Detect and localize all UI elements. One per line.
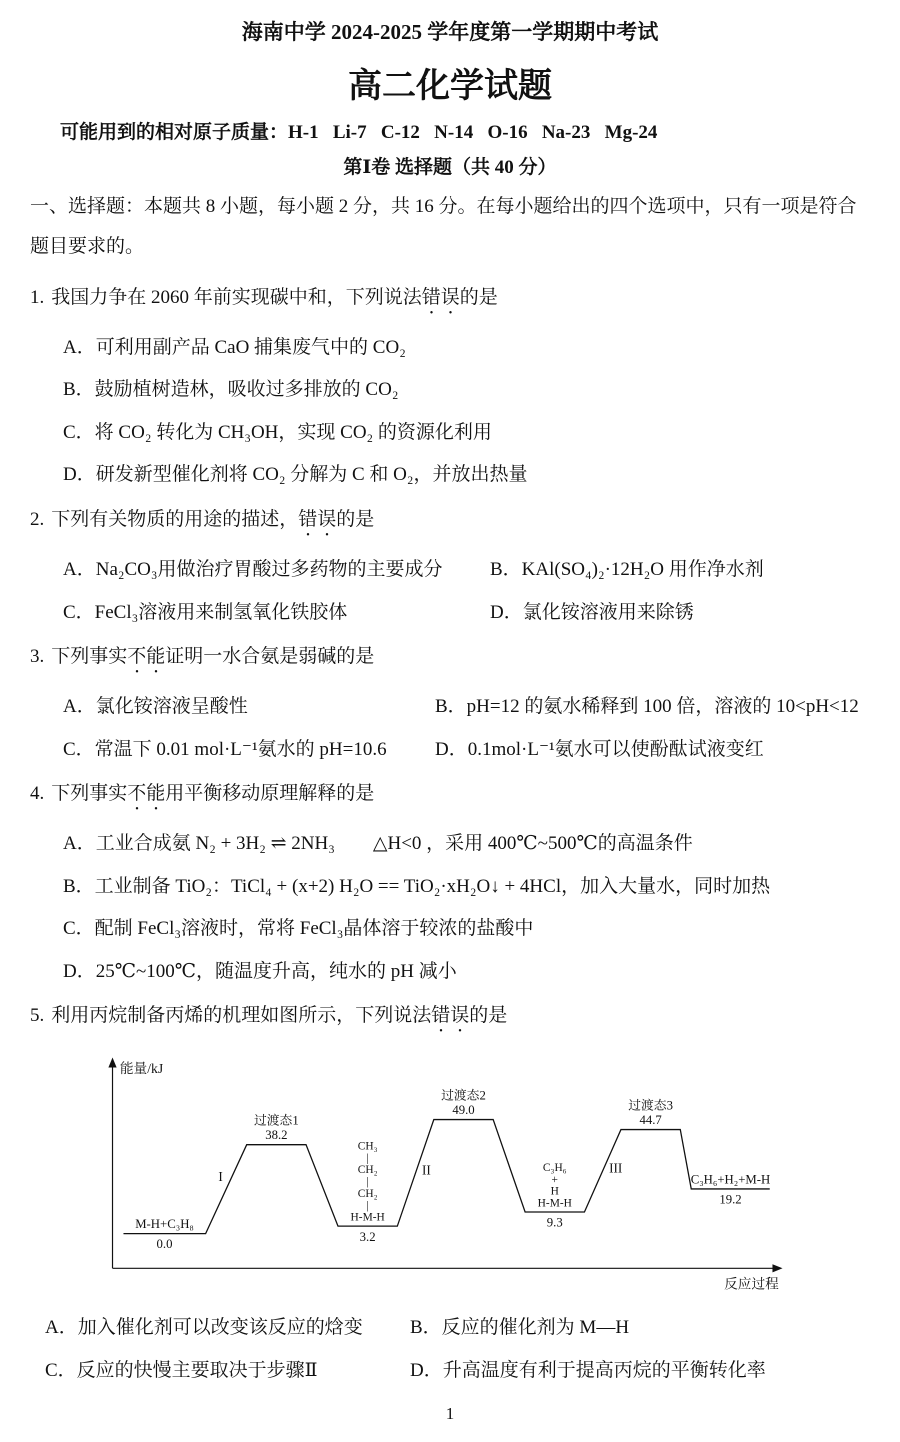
question-5-option-b: B．反应的催化剂为 M—H: [410, 1317, 630, 1339]
stem-text: 的是: [469, 1005, 508, 1027]
question-2: [30, 504, 870, 626]
atomic-mass-line: 可能用到的相对原子质量：H-1 Li-7 C-12 N-14 O-16 Na-23 Mg-24: [60, 122, 658, 143]
stage-label: |: [366, 1176, 369, 1189]
stem-emphasis: 不能: [127, 646, 166, 668]
stage-label: M-H+C₃H₈: [135, 1217, 194, 1232]
energy-diagram: [76, 1051, 870, 1299]
question-5-option-d: D．升高温度有利于提高丙烷的平衡转化率: [410, 1359, 766, 1381]
x-axis-arrow-icon: [772, 1265, 782, 1273]
question-2-option-a: A．Na₂CO₃用做治疗胃酸过多药物的主要成分: [63, 558, 443, 580]
question-2-stem: [30, 504, 870, 541]
stage-label: 过渡态2: [441, 1088, 486, 1103]
question-3-option-c: C．常温下 0.01 mol·L⁻¹氨水的 pH=10.6: [63, 738, 387, 760]
stem-text: 下列有关物质的用途的描述，: [51, 508, 299, 530]
stem-emphasis: 不能: [127, 783, 166, 805]
question-5: [30, 1000, 870, 1384]
step-label: III: [609, 1160, 623, 1176]
stem-text: 证明一水合氨是弱碱的是: [165, 646, 375, 668]
question-1-option-b: B．鼓励植树造林，吸收过多排放的 CO₂: [63, 379, 399, 401]
stage-value: 3.2: [359, 1230, 376, 1245]
stage-label: CH₃: [357, 1140, 378, 1153]
question-5-stem: [30, 1000, 870, 1037]
page-number: 1: [445, 1404, 455, 1424]
question-3-option-d: D．0.1mol·L⁻¹氨水可以使酚酞试液变红: [435, 738, 764, 760]
x-axis-label: 反应过程: [724, 1276, 779, 1292]
question-2-option-c: C．FeCl₃溶液用来制氢氧化铁胶体: [63, 601, 348, 623]
section-instructions: 一、选择题：本题共 8 小题，每小题 2 分，共 16 分。在每小题给出的四个选项中，只有一项是符合题目要求的。: [30, 196, 857, 257]
stem-text: 的是: [459, 286, 498, 308]
energy-profile-svg: [76, 1051, 788, 1293]
stem-text: 的是: [336, 508, 375, 530]
stage-label: CH₂: [357, 1188, 378, 1201]
question-5-options-row-2: [30, 1357, 870, 1385]
question-2-option-b: B．KAl(SO₄)₂·12H₂O 用作净水剂: [490, 558, 764, 580]
stage-label: C₃H₆+H₂+M-H: [690, 1172, 771, 1187]
stem-text: 利用丙烷制备丙烯的机理如图所示，下列说法: [51, 1005, 432, 1027]
stem-text: 下列事实: [51, 646, 128, 668]
stage-label: H-M-H: [537, 1197, 572, 1210]
stem-emphasis: 错误: [298, 508, 337, 530]
stem-text: 我国力争在 2060 年前实现碳中和，下列说法: [51, 286, 422, 308]
stage-label: 49.0: [452, 1103, 475, 1118]
stage-value: 19.2: [719, 1192, 742, 1207]
question-3-options-row-1: [30, 693, 870, 721]
question-2-options-row-2: [30, 599, 870, 627]
question-3-options-row-2: [30, 736, 870, 764]
stage-label: C₃H₆: [542, 1162, 567, 1175]
stem-emphasis: 错误: [431, 1005, 470, 1027]
y-axis-arrow-icon: [108, 1058, 116, 1068]
question-1-option-a: A．可利用副产品 CaO 捕集废气中的 CO₂: [63, 336, 406, 358]
stage-value: 0.0: [156, 1237, 173, 1252]
question-1-option-d: D．研发新型催化剂将 CO₂ 分解为 C 和 O₂，并放出热量: [63, 464, 528, 486]
question-2-options-row-1: [30, 556, 870, 584]
stage-label: CH₂: [357, 1164, 378, 1177]
question-4-option-a: A．工业合成氨 N₂ + 3H₂ ⇌ 2NH₃ △H<0 ，采用 400℃~500℃的高温条件: [63, 833, 693, 855]
question-3-option-b: B．pH=12 的氨水稀释到 100 倍，溶液的 10<pH<12: [435, 696, 859, 718]
step-label: II: [421, 1163, 431, 1179]
question-5-option-c: C．反应的快慢主要取决于步骤Ⅱ: [45, 1359, 318, 1381]
school-header: 海南中学 2024-2025 学年度第一学期期中考试: [241, 20, 659, 44]
step-label: I: [218, 1169, 223, 1185]
stage-label: 44.7: [639, 1113, 662, 1128]
y-axis-label: 能量/kJ: [119, 1061, 164, 1077]
question-5-options-row-1: [30, 1314, 870, 1342]
question-4-option-d: D．25℃~100℃，随温度升高，纯水的 pH 减小: [63, 960, 457, 982]
stage-label: 38.2: [265, 1128, 288, 1143]
stage-label: +: [551, 1174, 558, 1187]
stem-text: 下列事实: [51, 783, 128, 805]
question-4-option-b: B．工业制备 TiO₂：TiCl₄ + (x+2) H₂O == TiO₂·xH₂O↓ + 4HCl，加入大量水，同时加热: [63, 875, 771, 897]
question-4-option-c: C．配制 FeCl₃溶液时，常将 FeCl₃晶体溶于较浓的盐酸中: [63, 918, 534, 940]
question-1: [30, 282, 870, 489]
question-2-option-d: D．氯化铵溶液用来除锈: [490, 601, 694, 623]
question-4-stem: [30, 778, 870, 815]
section-header: 第Ⅰ卷 选择题（共 40 分）: [343, 157, 557, 178]
question-3: [30, 641, 870, 763]
stage-label: |: [366, 1152, 369, 1165]
question-4: [30, 778, 870, 985]
question-number: 1.: [30, 286, 45, 308]
question-1-option-c: C．将 CO₂ 转化为 CH₃OH，实现 CO₂ 的资源化利用: [63, 421, 492, 443]
stem-text: 用平衡移动原理解释的是: [165, 783, 375, 805]
question-number: 4.: [30, 783, 45, 805]
stage-label: 过渡态1: [254, 1113, 299, 1128]
question-number: 3.: [30, 646, 45, 668]
question-3-stem: [30, 641, 870, 678]
stage-label: H-M-H: [350, 1212, 385, 1225]
question-number: 5.: [30, 1005, 45, 1027]
stage-value: 9.3: [546, 1215, 563, 1230]
question-number: 2.: [30, 508, 45, 530]
question-3-option-a: A．氯化铵溶液呈酸性: [63, 696, 248, 718]
stage-label: 过渡态3: [628, 1098, 673, 1113]
stage-label: |: [366, 1200, 369, 1213]
paper-title: 高二化学试题: [348, 68, 552, 105]
stage-label: H: [550, 1185, 559, 1198]
question-1-stem: [30, 282, 870, 319]
stem-emphasis: 错误: [421, 286, 460, 308]
question-5-option-a: A．加入催化剂可以改变该反应的焓变: [45, 1317, 363, 1339]
